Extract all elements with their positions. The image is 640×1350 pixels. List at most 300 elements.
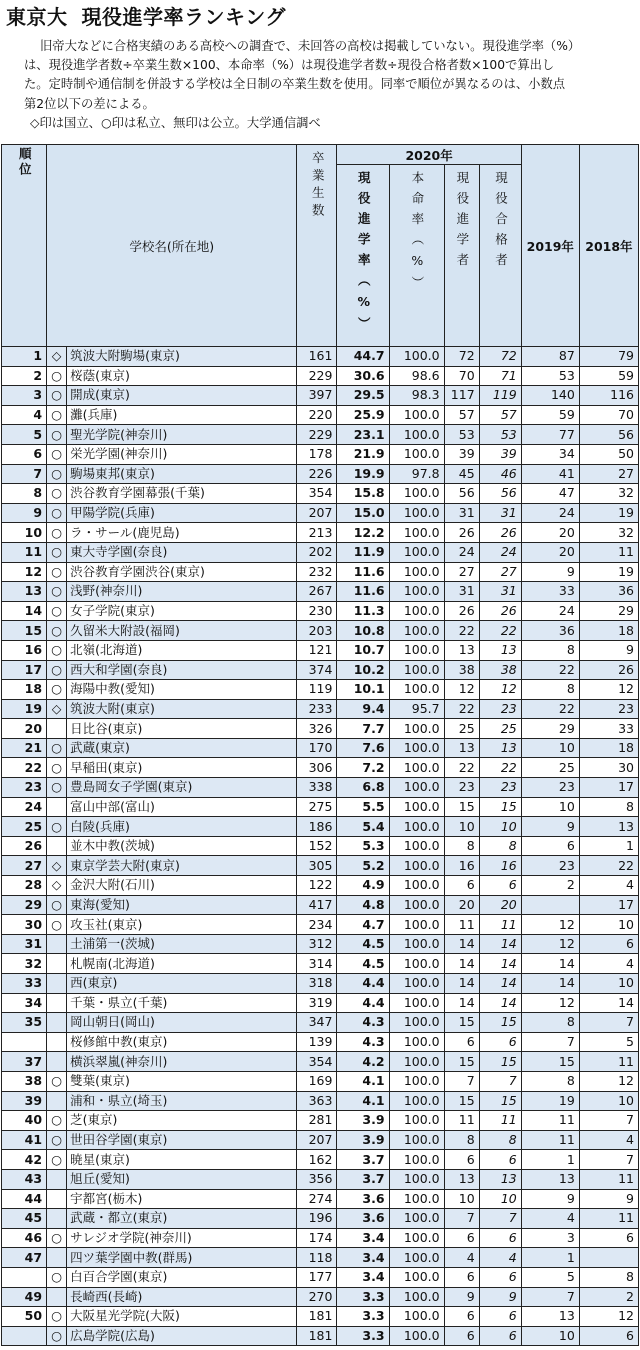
row-rank: 29	[2, 895, 47, 915]
table-row	[2, 836, 639, 856]
row-passed: 6	[479, 1032, 521, 1052]
row-mark: ○	[47, 1267, 67, 1287]
row-enrolled: 13	[444, 738, 479, 758]
row-honmei: 100.0	[389, 1326, 444, 1346]
row-rate: 10.7	[337, 640, 389, 660]
row-2019	[521, 895, 579, 915]
table-row	[2, 1169, 639, 1189]
row-2019: 20	[521, 542, 579, 562]
row-mark	[47, 1209, 67, 1229]
row-2018: 10	[579, 915, 638, 935]
row-school-name: 岡山朝日(岡山)	[67, 1013, 297, 1033]
row-grads: 281	[297, 1111, 337, 1131]
row-passed: 72	[479, 347, 521, 367]
row-rate: 3.9	[337, 1130, 389, 1150]
row-rate: 4.7	[337, 915, 389, 935]
row-mark	[47, 836, 67, 856]
row-mark: ○	[47, 503, 67, 523]
row-rank: 47	[2, 1248, 47, 1268]
row-rate: 3.3	[337, 1287, 389, 1307]
row-2019: 3	[521, 1228, 579, 1248]
row-passed: 10	[479, 817, 521, 837]
row-rate: 9.4	[337, 699, 389, 719]
row-rank: 14	[2, 601, 47, 621]
row-rank: 35	[2, 1013, 47, 1033]
table-row	[2, 582, 639, 602]
row-grads: 202	[297, 542, 337, 562]
row-mark: ◇	[47, 347, 67, 367]
row-2019: 19	[521, 1091, 579, 1111]
row-mark: ○	[47, 1130, 67, 1150]
row-rank: 3	[2, 386, 47, 406]
row-grads: 178	[297, 444, 337, 464]
row-rate: 7.7	[337, 719, 389, 739]
row-2019: 15	[521, 1052, 579, 1072]
row-2019: 140	[521, 386, 579, 406]
row-passed: 57	[479, 405, 521, 425]
row-passed: 13	[479, 1169, 521, 1189]
row-grads: 181	[297, 1326, 337, 1346]
row-enrolled: 72	[444, 347, 479, 367]
row-school-name: 渋谷教育学園渋谷(東京)	[67, 562, 297, 582]
row-mark: ○	[47, 1111, 67, 1131]
row-grads: 319	[297, 993, 337, 1013]
row-rank: 50	[2, 1307, 47, 1327]
row-grads: 121	[297, 640, 337, 660]
table-row	[2, 1013, 639, 1033]
row-mark: ○	[47, 621, 67, 641]
row-rate: 11.6	[337, 562, 389, 582]
row-2018: 11	[579, 1052, 638, 1072]
row-honmei: 100.0	[389, 1013, 444, 1033]
row-grads: 229	[297, 366, 337, 386]
row-school-name: 雙葉(東京)	[67, 1071, 297, 1091]
row-2019: 11	[521, 1130, 579, 1150]
row-rank: 24	[2, 797, 47, 817]
table-row	[2, 1071, 639, 1091]
row-grads: 161	[297, 347, 337, 367]
row-enrolled: 4	[444, 1248, 479, 1268]
row-mark	[47, 1169, 67, 1189]
row-grads: 397	[297, 386, 337, 406]
row-rate: 11.3	[337, 601, 389, 621]
row-rate: 19.9	[337, 464, 389, 484]
row-2019: 7	[521, 1032, 579, 1052]
row-2018: 9	[579, 640, 638, 660]
row-mark	[47, 797, 67, 817]
row-mark	[47, 1013, 67, 1033]
row-school-name: 白陵(兵庫)	[67, 817, 297, 837]
row-2018: 4	[579, 954, 638, 974]
row-rank: 22	[2, 758, 47, 778]
row-2019: 8	[521, 1013, 579, 1033]
row-2019: 8	[521, 680, 579, 700]
row-2019: 87	[521, 347, 579, 367]
row-2018: 11	[579, 1209, 638, 1229]
row-grads: 162	[297, 1150, 337, 1170]
row-passed: 46	[479, 464, 521, 484]
row-rank: 39	[2, 1091, 47, 1111]
row-school-name: 海陽中教(愛知)	[67, 680, 297, 700]
row-2018: 32	[579, 523, 638, 543]
row-rate: 11.9	[337, 542, 389, 562]
row-mark: ○	[47, 601, 67, 621]
row-2018: 6	[579, 934, 638, 954]
row-passed: 6	[479, 1267, 521, 1287]
row-school-name: 攻玉社(東京)	[67, 915, 297, 935]
row-mark	[47, 974, 67, 994]
row-mark: ○	[47, 758, 67, 778]
table-row	[2, 523, 639, 543]
table-row	[2, 542, 639, 562]
table-row	[2, 1248, 639, 1268]
row-enrolled: 8	[444, 1130, 479, 1150]
row-grads: 170	[297, 738, 337, 758]
row-grads: 207	[297, 1130, 337, 1150]
table-row	[2, 1307, 639, 1327]
row-enrolled: 27	[444, 562, 479, 582]
row-2018: 70	[579, 405, 638, 425]
row-passed: 9	[479, 1287, 521, 1307]
row-enrolled: 7	[444, 1071, 479, 1091]
row-passed: 16	[479, 856, 521, 876]
row-rate: 4.2	[337, 1052, 389, 1072]
row-passed: 23	[479, 699, 521, 719]
row-2019: 10	[521, 738, 579, 758]
row-2019: 13	[521, 1307, 579, 1327]
row-2019: 10	[521, 1326, 579, 1346]
row-mark: ○	[47, 582, 67, 602]
row-school-name: 並木中教(茨城)	[67, 836, 297, 856]
row-honmei: 100.0	[389, 915, 444, 935]
row-grads: 326	[297, 719, 337, 739]
note-line: た。定時制や通信制を併設する学校は全日制の卒業生数を使用。同率で順位が異なるのは、小数点	[24, 77, 566, 92]
row-2019: 41	[521, 464, 579, 484]
row-passed: 14	[479, 993, 521, 1013]
header-passed: 現役合格者	[479, 165, 521, 347]
row-grads: 306	[297, 758, 337, 778]
row-2018: 4	[579, 876, 638, 896]
row-enrolled: 31	[444, 503, 479, 523]
header-rank: 順位	[2, 145, 47, 347]
table-row	[2, 347, 639, 367]
row-2019: 7	[521, 1287, 579, 1307]
row-grads: 186	[297, 817, 337, 837]
row-2018: 7	[579, 1013, 638, 1033]
table-row	[2, 1228, 639, 1248]
row-passed: 15	[479, 1091, 521, 1111]
row-2019: 53	[521, 366, 579, 386]
row-rank: 37	[2, 1052, 47, 1072]
row-school-name: 武蔵(東京)	[67, 738, 297, 758]
row-rank: 30	[2, 915, 47, 935]
row-passed: 56	[479, 484, 521, 504]
table-row	[2, 993, 639, 1013]
row-2019: 59	[521, 405, 579, 425]
row-rank: 33	[2, 974, 47, 994]
row-honmei: 100.0	[389, 1189, 444, 1209]
row-grads: 338	[297, 778, 337, 798]
row-school-name: 白百合学園(東京)	[67, 1267, 297, 1287]
row-rate: 3.4	[337, 1248, 389, 1268]
row-2019: 9	[521, 1189, 579, 1209]
row-enrolled: 14	[444, 954, 479, 974]
table-row	[2, 1287, 639, 1307]
row-passed: 31	[479, 582, 521, 602]
row-rate: 11.6	[337, 582, 389, 602]
table-row	[2, 1111, 639, 1131]
row-2019: 2	[521, 876, 579, 896]
row-enrolled: 11	[444, 1111, 479, 1131]
row-honmei: 100.0	[389, 1228, 444, 1248]
row-2018: 23	[579, 699, 638, 719]
table-row	[2, 503, 639, 523]
row-2019: 8	[521, 1071, 579, 1091]
table-row	[2, 1326, 639, 1346]
row-grads: 274	[297, 1189, 337, 1209]
table-row	[2, 621, 639, 641]
row-2018: 6	[579, 1228, 638, 1248]
row-school-name: 聖光学院(神奈川)	[67, 425, 297, 445]
table-row	[2, 778, 639, 798]
row-passed: 11	[479, 915, 521, 935]
row-passed: 22	[479, 621, 521, 641]
row-honmei: 100.0	[389, 680, 444, 700]
row-rank: 15	[2, 621, 47, 641]
table-row	[2, 640, 639, 660]
table-row	[2, 562, 639, 582]
row-school-name: 北嶺(北海道)	[67, 640, 297, 660]
row-enrolled: 22	[444, 621, 479, 641]
row-2018: 116	[579, 386, 638, 406]
row-enrolled: 16	[444, 856, 479, 876]
row-mark	[47, 1052, 67, 1072]
row-2018: 8	[579, 797, 638, 817]
row-2019: 33	[521, 582, 579, 602]
row-grads: 213	[297, 523, 337, 543]
row-2018: 8	[579, 1267, 638, 1287]
row-grads: 207	[297, 503, 337, 523]
row-enrolled: 117	[444, 386, 479, 406]
row-rate: 5.3	[337, 836, 389, 856]
row-grads: 267	[297, 582, 337, 602]
row-2019: 14	[521, 974, 579, 994]
table-row	[2, 1032, 639, 1052]
row-2019: 1	[521, 1150, 579, 1170]
row-passed: 15	[479, 797, 521, 817]
row-enrolled: 14	[444, 974, 479, 994]
row-rate: 6.8	[337, 778, 389, 798]
row-2018: 33	[579, 719, 638, 739]
row-honmei: 100.0	[389, 1169, 444, 1189]
row-honmei: 100.0	[389, 895, 444, 915]
row-enrolled: 6	[444, 1326, 479, 1346]
row-2019: 34	[521, 444, 579, 464]
title-main: 東京大	[6, 5, 68, 29]
table-row	[2, 601, 639, 621]
row-rank: 41	[2, 1130, 47, 1150]
row-rate: 4.1	[337, 1091, 389, 1111]
row-honmei: 95.7	[389, 699, 444, 719]
row-enrolled: 26	[444, 601, 479, 621]
row-rank: 6	[2, 444, 47, 464]
row-2019: 14	[521, 954, 579, 974]
row-passed: 6	[479, 1150, 521, 1170]
row-grads: 122	[297, 876, 337, 896]
row-rate: 25.9	[337, 405, 389, 425]
row-honmei: 100.0	[389, 621, 444, 641]
row-mark: ○	[47, 1326, 67, 1346]
row-school-name: サレジオ学院(神奈川)	[67, 1228, 297, 1248]
table-row	[2, 758, 639, 778]
table-row	[2, 797, 639, 817]
row-honmei: 100.0	[389, 1071, 444, 1091]
row-enrolled: 39	[444, 444, 479, 464]
table-row	[2, 484, 639, 504]
row-rate: 3.3	[337, 1326, 389, 1346]
row-school-name: 久留米大附設(福岡)	[67, 621, 297, 641]
row-enrolled: 6	[444, 1150, 479, 1170]
row-2019: 8	[521, 640, 579, 660]
row-rate: 4.3	[337, 1013, 389, 1033]
row-enrolled: 8	[444, 836, 479, 856]
row-2019: 77	[521, 425, 579, 445]
row-enrolled: 14	[444, 993, 479, 1013]
row-grads: 305	[297, 856, 337, 876]
row-rate: 3.6	[337, 1189, 389, 1209]
row-rank: 21	[2, 738, 47, 758]
row-rate: 15.0	[337, 503, 389, 523]
row-enrolled: 15	[444, 1091, 479, 1111]
table-row	[2, 444, 639, 464]
row-mark	[47, 993, 67, 1013]
row-mark: ○	[47, 680, 67, 700]
row-honmei: 100.0	[389, 876, 444, 896]
row-rank: 49	[2, 1287, 47, 1307]
row-grads: 270	[297, 1287, 337, 1307]
row-passed: 13	[479, 640, 521, 660]
row-rank: 28	[2, 876, 47, 896]
row-2018: 9	[579, 1189, 638, 1209]
row-passed: 24	[479, 542, 521, 562]
row-school-name: 金沢大附(石川)	[67, 876, 297, 896]
row-2019: 25	[521, 758, 579, 778]
row-2019: 23	[521, 778, 579, 798]
row-mark: ○	[47, 464, 67, 484]
row-rate: 12.2	[337, 523, 389, 543]
row-2018: 12	[579, 1307, 638, 1327]
row-rank: 46	[2, 1228, 47, 1248]
row-rate: 29.5	[337, 386, 389, 406]
row-passed: 14	[479, 954, 521, 974]
row-school-name: 豊島岡女子学園(東京)	[67, 778, 297, 798]
table-row	[2, 1091, 639, 1111]
table-row	[2, 699, 639, 719]
row-school-name: ラ・サール(鹿児島)	[67, 523, 297, 543]
row-rank: 4	[2, 405, 47, 425]
row-mark: ○	[47, 640, 67, 660]
row-school-name: 横浜翠嵐(神奈川)	[67, 1052, 297, 1072]
table-row	[2, 464, 639, 484]
header-honmei: 本命率（%）	[389, 165, 444, 347]
row-rank: 38	[2, 1071, 47, 1091]
row-rank: 40	[2, 1111, 47, 1131]
row-2018: 2	[579, 1287, 638, 1307]
row-passed: 31	[479, 503, 521, 523]
row-school-name: 開成(東京)	[67, 386, 297, 406]
row-2019: 13	[521, 1169, 579, 1189]
row-mark: ○	[47, 542, 67, 562]
row-enrolled: 6	[444, 1267, 479, 1287]
row-rate: 44.7	[337, 347, 389, 367]
row-school-name: 浦和・県立(埼玉)	[67, 1091, 297, 1111]
row-rate: 5.4	[337, 817, 389, 837]
row-mark	[47, 954, 67, 974]
row-school-name: 甲陽学院(兵庫)	[67, 503, 297, 523]
row-honmei: 100.0	[389, 347, 444, 367]
row-2019: 9	[521, 817, 579, 837]
row-school-name: 駒場東邦(東京)	[67, 464, 297, 484]
row-school-name: 東海(愛知)	[67, 895, 297, 915]
table-row	[2, 1209, 639, 1229]
row-honmei: 100.0	[389, 1267, 444, 1287]
row-mark	[47, 1032, 67, 1052]
row-2018: 17	[579, 778, 638, 798]
table-row	[2, 895, 639, 915]
row-passed: 13	[479, 738, 521, 758]
row-rate: 10.2	[337, 660, 389, 680]
row-rate: 5.5	[337, 797, 389, 817]
row-enrolled: 70	[444, 366, 479, 386]
row-enrolled: 7	[444, 1209, 479, 1229]
row-enrolled: 38	[444, 660, 479, 680]
row-passed: 4	[479, 1248, 521, 1268]
row-2019: 5	[521, 1267, 579, 1287]
row-mark: ○	[47, 366, 67, 386]
row-enrolled: 20	[444, 895, 479, 915]
row-mark: ○	[47, 895, 67, 915]
row-enrolled: 56	[444, 484, 479, 504]
header-school: 学校名(所在地)	[47, 145, 297, 347]
row-grads: 118	[297, 1248, 337, 1268]
row-honmei: 100.0	[389, 1209, 444, 1229]
row-rate: 23.1	[337, 425, 389, 445]
row-school-name: 世田谷学園(東京)	[67, 1130, 297, 1150]
row-2018: 32	[579, 484, 638, 504]
row-honmei: 100.0	[389, 660, 444, 680]
row-enrolled: 53	[444, 425, 479, 445]
row-2018: 19	[579, 503, 638, 523]
row-honmei: 100.0	[389, 797, 444, 817]
row-enrolled: 15	[444, 1013, 479, 1033]
title-sub: 現役進学率ランキング	[81, 5, 286, 29]
row-rank: 2	[2, 366, 47, 386]
row-mark	[47, 1287, 67, 1307]
row-enrolled: 12	[444, 680, 479, 700]
row-rate: 4.1	[337, 1071, 389, 1091]
row-honmei: 100.0	[389, 934, 444, 954]
table-row	[2, 1150, 639, 1170]
row-rate: 4.3	[337, 1032, 389, 1052]
row-honmei: 100.0	[389, 484, 444, 504]
row-school-name: 土浦第一(茨城)	[67, 934, 297, 954]
row-2018: 1	[579, 836, 638, 856]
row-rank: 27	[2, 856, 47, 876]
row-2018: 30	[579, 758, 638, 778]
row-rank: 31	[2, 934, 47, 954]
row-passed: 26	[479, 601, 521, 621]
row-rank: 25	[2, 817, 47, 837]
